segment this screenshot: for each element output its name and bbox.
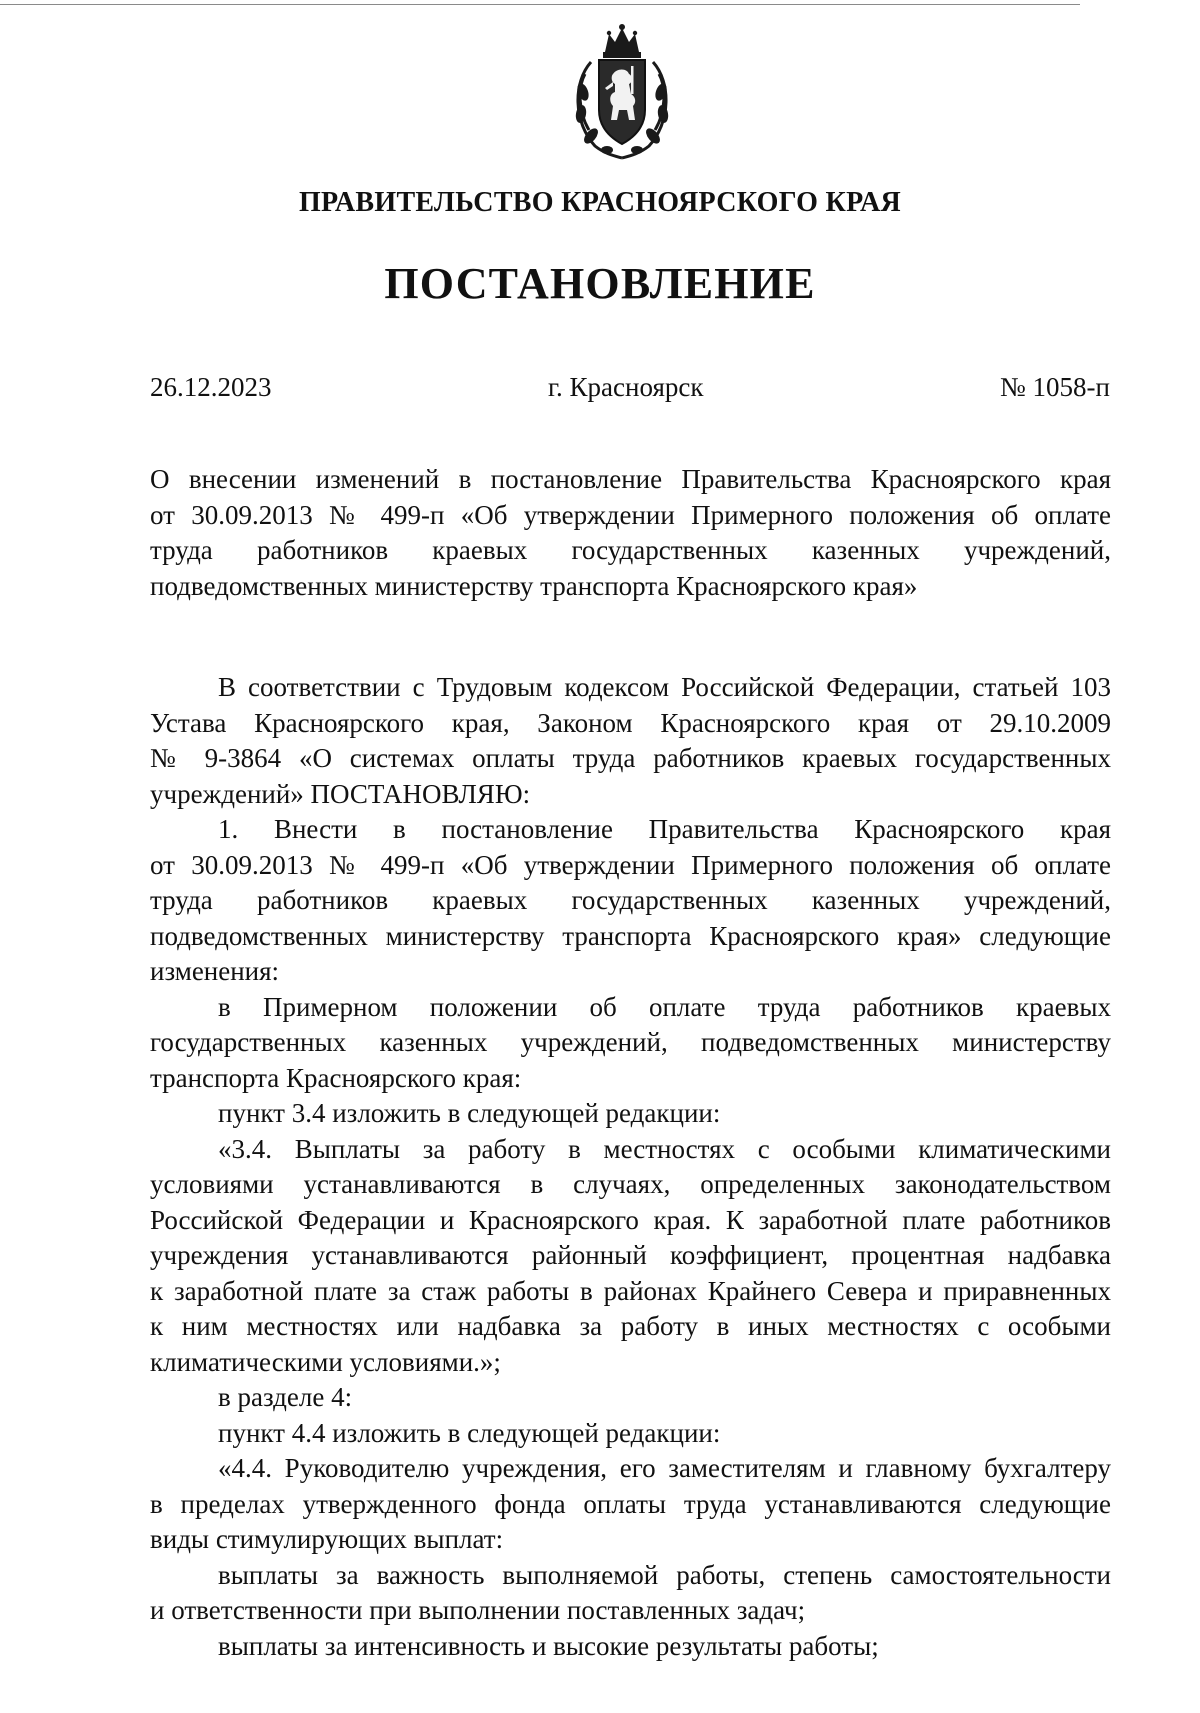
body-line: 1. Внести в постановление Правительства Красноярского края: [218, 814, 1111, 844]
document-subject: [150, 462, 1111, 604]
body-line: виды стимулирующих выплат:: [150, 1524, 504, 1554]
document-body: [150, 670, 1111, 1664]
body-line: выплаты за важность выполняемой работы, степень самостоятельности: [218, 1559, 1111, 1590]
body-line: климатическими условиями.»;: [150, 1346, 501, 1377]
body-line: № 9-3864 «О системах оплаты труда работников краевых государственных: [150, 743, 1111, 773]
subject-line: труда работников краевых государственных казенных учреждений,: [150, 535, 1111, 565]
krasnoyarsk-coat-of-arms-icon: [569, 22, 675, 160]
body-line: выплаты за интенсивность и высокие результаты работы;: [218, 1630, 879, 1661]
document-meta-row: [150, 372, 1110, 408]
body-line: в разделе 4:: [218, 1382, 353, 1412]
body-line: пункт 4.4 изложить в следующей редакции:: [218, 1417, 721, 1448]
document-date: 26.12.2023: [150, 372, 272, 402]
body-line: Устава Красноярского края, Законом Красноярского края от 29.10.2009: [150, 707, 1111, 738]
body-line: В соответствии с Трудовым кодексом Российской Федерации, статьей 103: [218, 672, 1111, 702]
body-line: к ним местностях или надбавка за работу в иных местностях с особыми: [150, 1311, 1111, 1341]
body-line: подведомственных министерству транспорта Красноярского края» следующие: [150, 920, 1111, 951]
document-city: г. Красноярск: [548, 372, 704, 402]
body-line: от 30.09.2013 № 499-п «Об утверждении Примерного положения об оплате: [150, 849, 1111, 880]
body-line: учреждений» ПОСТАНОВЛЯЮ:: [150, 778, 531, 809]
subject-line: подведомственных министерству транспорта Красноярского края»: [150, 570, 918, 601]
body-line: в пределах утвержденного фонда оплаты труда устанавливаются следующие: [150, 1488, 1111, 1519]
body-line: государственных казенных учреждений, подведомственных министерству: [150, 1027, 1111, 1057]
document-number: № 1058-п: [1000, 372, 1110, 402]
subject-line: О внесении изменений в постановление Правительства Красноярского края: [150, 464, 1111, 494]
body-line: пункт 3.4 изложить в следующей редакции:: [218, 1098, 721, 1128]
body-line: в Примерном положении об оплате труда работников краевых: [218, 991, 1111, 1022]
body-line: изменения:: [150, 956, 280, 986]
body-line: условиями устанавливаются в случаях, определенных законодательством: [150, 1169, 1111, 1199]
subject-line: от 30.09.2013 № 499-п «Об утверждении Примерного положения об оплате: [150, 499, 1111, 530]
body-line: Российской Федерации и Красноярского края. К заработной плате работников: [150, 1204, 1111, 1235]
body-line: и ответственности при выполнении поставленных задач;: [150, 1595, 806, 1625]
body-line: транспорта Красноярского края:: [150, 1062, 522, 1093]
document-type-title: ПОСТАНОВЛЕНИЕ: [384, 259, 816, 308]
top-border-line: [0, 4, 1080, 5]
body-line: «3.4. Выплаты за работу в местностях с особыми климатическими: [218, 1133, 1111, 1164]
body-line: к заработной плате за стаж работы в районах Крайнего Севера и приравненных: [150, 1275, 1111, 1306]
body-line: «4.4. Руководителю учреждения, его заместителям и главному бухгалтеру: [218, 1453, 1111, 1483]
body-line: учреждения устанавливаются районный коэффициент, процентная надбавка: [150, 1240, 1111, 1270]
government-name: ПРАВИТЕЛЬСТВО КРАСНОЯРСКОГО КРАЯ: [298, 187, 902, 218]
body-line: труда работников краевых государственных казенных учреждений,: [150, 885, 1111, 915]
